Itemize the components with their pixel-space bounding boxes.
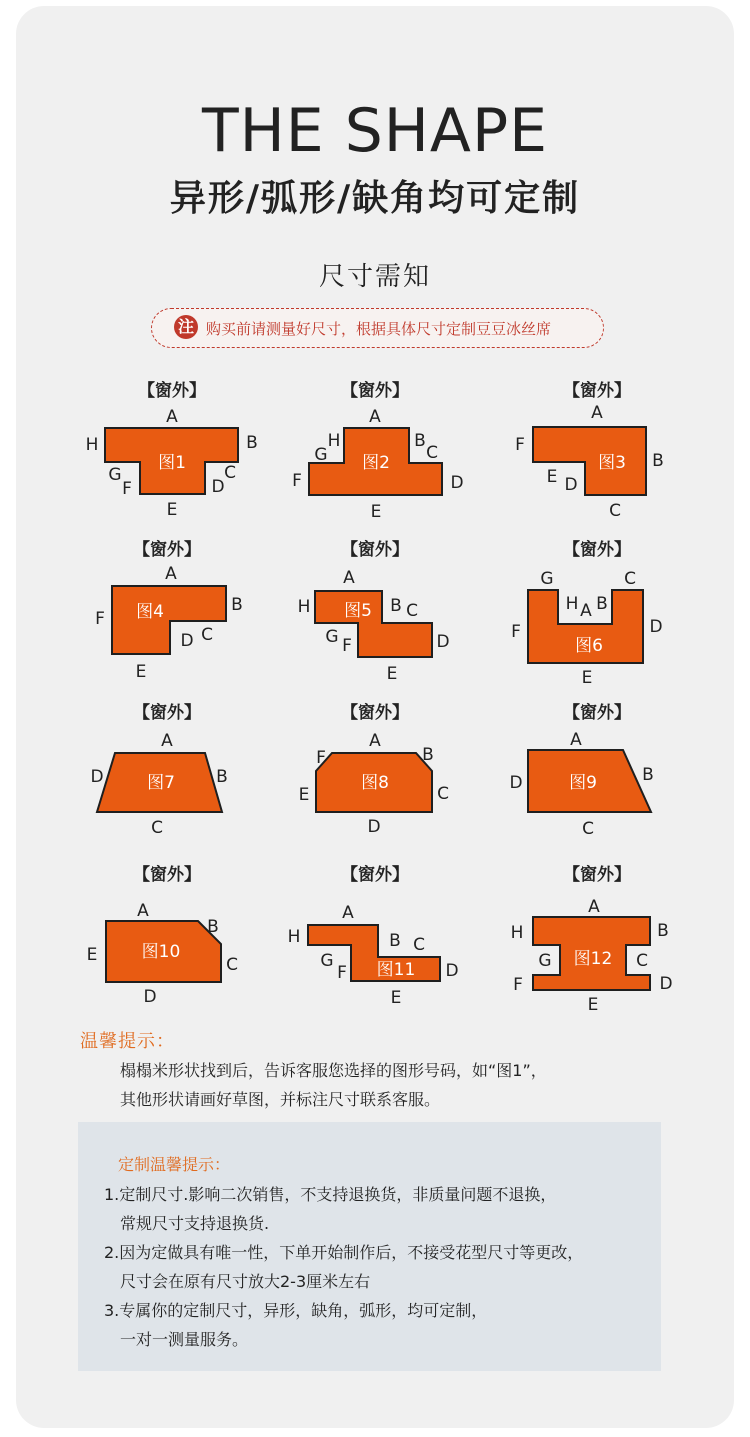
tips-line: 榻榻米形状找到后，告诉客服您选择的图形号码，如“图1”， — [120, 1061, 547, 1080]
edge-label: F — [342, 636, 352, 656]
edge-label: G — [314, 445, 328, 465]
shape-diagram-5 — [298, 539, 450, 684]
shape-diagram-8 — [299, 702, 449, 837]
edge-label: H — [565, 594, 579, 614]
edge-label: A — [165, 564, 177, 584]
edge-label: E — [135, 662, 147, 682]
edge-label: C — [636, 951, 648, 971]
edge-label: C — [413, 935, 425, 955]
edge-label: E — [298, 785, 310, 805]
edge-label: E — [546, 467, 558, 487]
shape-diagram-1 — [86, 380, 258, 520]
edge-label: D — [211, 477, 225, 497]
window-label: 【窗外】 — [341, 540, 409, 560]
window-label: 【窗外】 — [341, 865, 409, 885]
page-title-cn: 异形/弧形/缺角均可定制 — [169, 178, 581, 219]
edge-label: A — [591, 403, 603, 423]
window-label: 【窗外】 — [563, 703, 631, 723]
edge-label: B — [216, 767, 228, 787]
edge-label: D — [445, 961, 459, 981]
shape-diagram-4 — [95, 539, 243, 682]
edge-label: B — [596, 594, 608, 614]
edge-label: A — [570, 730, 582, 750]
edge-label: F — [122, 479, 132, 499]
window-label: 【窗外】 — [341, 381, 409, 401]
shape-diagram-2 — [292, 380, 463, 522]
edge-label: C — [226, 955, 238, 975]
edge-label: A — [161, 731, 173, 751]
edge-label: B — [231, 595, 243, 615]
edge-label: C — [426, 443, 438, 463]
edge-label: G — [540, 569, 554, 589]
edge-label: D — [450, 473, 464, 493]
figure-label: 图9 — [569, 773, 597, 793]
edge-label: H — [297, 597, 311, 617]
tips-body — [80, 1056, 680, 1114]
shape-diagram-6 — [511, 539, 662, 688]
window-label: 【窗外】 — [133, 703, 201, 723]
edge-label: C — [437, 784, 449, 804]
window-label: 【窗外】 — [133, 865, 201, 885]
window-label: 【窗外】 — [341, 703, 409, 723]
edge-label: B — [207, 917, 219, 937]
edge-label: B — [246, 433, 258, 453]
edge-label: D — [564, 475, 578, 495]
edge-label: E — [390, 988, 402, 1008]
page-title-en: THE SHAPE — [201, 96, 549, 166]
edge-label: C — [151, 818, 163, 838]
window-label: 【窗外】 — [563, 865, 631, 885]
edge-label: H — [287, 927, 301, 947]
notice-text: 购买前请测量好尺寸，根据具体尺寸定制豆豆冰丝席 — [206, 320, 552, 338]
edge-label: E — [86, 945, 98, 965]
shape-diagram-10 — [87, 864, 238, 1007]
edge-label: F — [511, 622, 521, 642]
edge-label: F — [95, 609, 105, 629]
edge-label: D — [509, 773, 523, 793]
shape-diagram-11 — [288, 864, 459, 1008]
edge-label: A — [580, 601, 592, 621]
edge-label: A — [342, 903, 354, 923]
size-notice-title: 尺寸需知 — [318, 262, 431, 292]
window-label: 【窗外】 — [138, 381, 206, 401]
edge-label: C — [609, 501, 621, 521]
edge-label: C — [224, 463, 236, 483]
tips-heading: 温馨提示： — [80, 1031, 175, 1052]
custom-tips-line: 1.定制尺寸.影响二次销售，不支持退换货，非质量问题不退换， — [104, 1185, 557, 1204]
edge-label: E — [587, 995, 599, 1015]
custom-tips-line: 尺寸会在原有尺寸放大2-3厘米左右 — [120, 1272, 371, 1291]
custom-tips-line: 一对一测量服务。 — [120, 1330, 249, 1349]
edge-label: B — [389, 931, 401, 951]
edge-label: C — [582, 819, 594, 839]
edge-label: D — [659, 974, 673, 994]
figure-label: 图7 — [147, 773, 175, 793]
figure-label: 图12 — [573, 949, 613, 969]
edge-label: H — [327, 431, 341, 451]
shape-diagram-3 — [515, 380, 664, 521]
edge-label: D — [180, 631, 194, 651]
edge-label: C — [406, 601, 418, 621]
edge-label: G — [108, 465, 122, 485]
edge-label: A — [588, 897, 600, 917]
tips-line: 其他形状请画好草图，并标注尺寸联系客服。 — [120, 1090, 441, 1109]
edge-label: H — [510, 923, 524, 943]
figure-label: 图8 — [361, 773, 389, 793]
edge-label: D — [367, 817, 381, 837]
edge-label: A — [166, 407, 178, 427]
figure-label: 图11 — [376, 960, 416, 980]
figure-label: 图6 — [575, 636, 603, 656]
edge-label: G — [320, 951, 334, 971]
figure-label: 图5 — [344, 601, 372, 621]
figure-label: 图4 — [136, 602, 164, 622]
figure-label: 图10 — [141, 942, 181, 962]
edge-label: E — [581, 668, 593, 688]
edge-label: G — [538, 951, 552, 971]
edge-label: B — [657, 921, 669, 941]
edge-label: F — [513, 975, 523, 995]
window-label: 【窗外】 — [563, 540, 631, 560]
shape-diagram-7 — [90, 702, 227, 838]
window-label: 【窗外】 — [563, 381, 631, 401]
edge-label: B — [652, 451, 664, 471]
edge-label: E — [166, 500, 178, 520]
window-label: 【窗外】 — [133, 540, 201, 560]
edge-label: D — [649, 617, 663, 637]
edge-label: F — [515, 435, 525, 455]
custom-tips-box — [78, 1122, 661, 1371]
edge-label: E — [370, 502, 382, 522]
shape-diagram-12 — [511, 864, 673, 1015]
edge-label: B — [642, 765, 654, 785]
edge-label: C — [624, 569, 636, 589]
edge-label: D — [436, 632, 450, 652]
edge-label: A — [343, 568, 355, 588]
edge-label: B — [414, 431, 426, 451]
edge-label: F — [316, 748, 326, 768]
edge-label: G — [325, 627, 339, 647]
notice-badge: 注 — [174, 315, 198, 339]
figure-label: 图2 — [362, 453, 390, 473]
custom-tips-line: 常规尺寸支持退换货. — [120, 1214, 270, 1233]
edge-label: B — [390, 596, 402, 616]
edge-label: E — [386, 664, 398, 684]
edge-label: B — [422, 745, 434, 765]
figure-label: 图1 — [158, 453, 186, 473]
edge-label: A — [369, 731, 381, 751]
custom-tips-line: 2.因为定做具有唯一性，下单开始制作后，不接受花型尺寸等更改， — [104, 1243, 584, 1262]
shape-diagram-9 — [509, 702, 653, 839]
figure-label: 图3 — [598, 453, 626, 473]
edge-label: A — [137, 901, 149, 921]
custom-tips-line: 3.专属你的定制尺寸，异形，缺角，弧形，均可定制， — [104, 1301, 488, 1320]
edge-label: F — [292, 471, 302, 491]
edge-label: H — [85, 435, 99, 455]
edge-label: C — [201, 625, 213, 645]
edge-label: F — [337, 963, 347, 983]
edge-label: A — [369, 407, 381, 427]
custom-tips-heading: 定制温馨提示： — [118, 1155, 231, 1174]
edge-label: D — [143, 987, 157, 1007]
edge-label: D — [90, 767, 104, 787]
